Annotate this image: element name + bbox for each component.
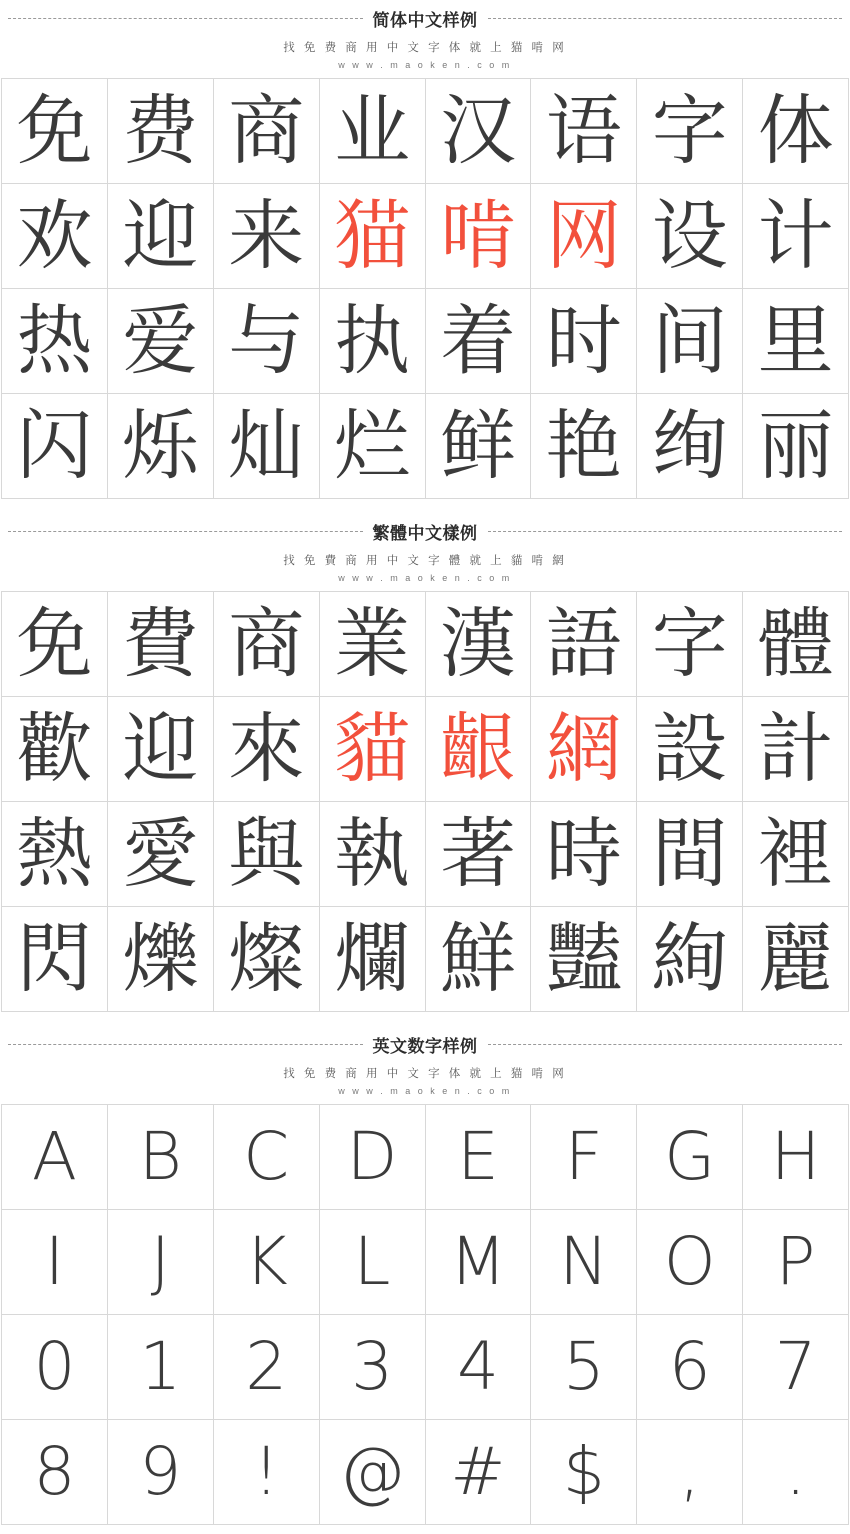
glyph: 8 — [33, 1433, 76, 1510]
glyph-cell — [426, 1420, 532, 1525]
glyph: 热 — [16, 296, 93, 385]
glyph-cell — [108, 697, 214, 802]
glyph-grid — [1, 78, 849, 499]
glyph: 設 — [651, 704, 728, 793]
glyph-cell — [637, 592, 743, 697]
glyph: 迎 — [122, 704, 199, 793]
glyph: 欢 — [16, 191, 93, 280]
glyph-cell — [426, 289, 532, 394]
glyph: 艳 — [545, 401, 622, 490]
glyph: 齦 — [439, 704, 516, 793]
glyph-cell — [426, 697, 532, 802]
section-url: w w w . m a o k e n . c o m — [338, 573, 512, 583]
glyph-cell — [320, 1210, 426, 1315]
glyph-cell — [637, 184, 743, 289]
glyph-cell — [426, 907, 532, 1012]
divider-left — [8, 531, 363, 532]
glyph-cell — [320, 1315, 426, 1420]
glyph: 费 — [122, 86, 199, 175]
divider-left — [8, 1044, 363, 1045]
glyph: 时 — [545, 296, 622, 385]
glyph-cell — [637, 394, 743, 499]
section-header — [0, 513, 850, 583]
glyph-cell — [426, 802, 532, 907]
glyph-cell — [426, 592, 532, 697]
glyph-cell — [320, 1420, 426, 1525]
glyph-cell — [320, 907, 426, 1012]
glyph-cell — [426, 394, 532, 499]
glyph: 絢 — [651, 914, 728, 1003]
glyph-cell — [531, 802, 637, 907]
glyph: 6 — [668, 1328, 711, 1405]
glyph-grid — [1, 1104, 849, 1525]
glyph: 鮮 — [439, 914, 516, 1003]
glyph-cell — [531, 1210, 637, 1315]
glyph-cell — [637, 79, 743, 184]
glyph-cell — [2, 592, 108, 697]
glyph-cell — [426, 1105, 532, 1210]
glyph-cell — [214, 592, 320, 697]
glyph-cell — [637, 697, 743, 802]
glyph: 来 — [228, 191, 305, 280]
glyph-cell — [637, 907, 743, 1012]
glyph: E — [457, 1118, 499, 1195]
glyph: 網 — [545, 704, 622, 793]
glyph-cell — [214, 697, 320, 802]
glyph: K — [244, 1223, 288, 1300]
glyph: 豔 — [545, 914, 622, 1003]
glyph-cell — [743, 1210, 849, 1315]
glyph-cell — [637, 802, 743, 907]
glyph: 費 — [122, 599, 199, 688]
glyph-cell — [214, 1105, 320, 1210]
glyph: 與 — [228, 809, 305, 898]
section-url: w w w . m a o k e n . c o m — [338, 60, 512, 70]
section-subtitle: 找 免 費 商 用 中 文 字 體 就 上 貓 啃 網 — [283, 555, 567, 567]
glyph-cell — [637, 1105, 743, 1210]
glyph-cell — [531, 79, 637, 184]
glyph-cell — [214, 394, 320, 499]
glyph-cell — [743, 907, 849, 1012]
glyph-cell — [320, 394, 426, 499]
glyph: 爛 — [334, 914, 411, 1003]
glyph-cell — [426, 184, 532, 289]
glyph-cell — [531, 592, 637, 697]
glyph: 猫 — [334, 191, 411, 280]
glyph: J — [150, 1223, 171, 1300]
glyph-cell — [320, 289, 426, 394]
glyph: # — [450, 1433, 506, 1510]
glyph: 丽 — [757, 401, 834, 490]
glyph: 2 — [245, 1328, 288, 1405]
glyph: 免 — [16, 599, 93, 688]
glyph: 着 — [439, 296, 516, 385]
glyph: 绚 — [651, 401, 728, 490]
glyph: B — [138, 1118, 182, 1195]
glyph: O — [663, 1223, 716, 1300]
glyph: 7 — [774, 1328, 817, 1405]
glyph: 烁 — [122, 401, 199, 490]
specimen-section-latin — [0, 1026, 850, 1525]
glyph-cell — [108, 289, 214, 394]
glyph: 免 — [16, 86, 93, 175]
section-subtitle: 找 免 费 商 用 中 文 字 体 就 上 猫 啃 网 — [283, 1068, 567, 1080]
glyph: 麗 — [757, 914, 834, 1003]
glyph-cell — [637, 1210, 743, 1315]
glyph: 执 — [334, 296, 411, 385]
glyph-cell — [320, 592, 426, 697]
glyph: 与 — [228, 296, 305, 385]
glyph: 體 — [757, 599, 834, 688]
glyph: 鲜 — [439, 401, 516, 490]
glyph-cell — [531, 1420, 637, 1525]
glyph: 灿 — [228, 401, 305, 490]
glyph: C — [243, 1118, 290, 1195]
glyph: 1 — [139, 1328, 182, 1405]
glyph: 來 — [228, 704, 305, 793]
glyph: P — [775, 1223, 816, 1300]
glyph-cell — [108, 1315, 214, 1420]
glyph: 3 — [351, 1328, 394, 1405]
glyph: 歡 — [16, 704, 93, 793]
section-title-row — [0, 519, 850, 544]
glyph-cell — [214, 289, 320, 394]
glyph: . — [785, 1433, 807, 1510]
glyph-cell — [426, 79, 532, 184]
glyph: 0 — [33, 1328, 76, 1405]
glyph-cell — [214, 1315, 320, 1420]
glyph: $ — [562, 1433, 605, 1510]
glyph: L — [353, 1223, 391, 1300]
glyph: 商 — [228, 599, 305, 688]
glyph-cell — [743, 1420, 849, 1525]
glyph: @ — [339, 1433, 406, 1510]
glyph-cell — [743, 1315, 849, 1420]
glyph: 9 — [139, 1433, 182, 1510]
divider-right — [488, 531, 843, 532]
glyph: 貓 — [334, 704, 411, 793]
glyph: 汉 — [439, 86, 516, 175]
glyph-cell — [743, 802, 849, 907]
divider-right — [488, 18, 843, 19]
glyph-cell — [2, 802, 108, 907]
glyph-cell — [214, 802, 320, 907]
glyph: 閃 — [16, 914, 93, 1003]
specimen-section-traditional — [0, 513, 850, 1012]
glyph: 体 — [757, 86, 834, 175]
glyph-cell — [743, 79, 849, 184]
glyph-cell — [743, 289, 849, 394]
glyph-cell — [108, 79, 214, 184]
glyph: I — [44, 1223, 65, 1300]
glyph-cell — [2, 1105, 108, 1210]
glyph-cell — [2, 184, 108, 289]
glyph-cell — [108, 1210, 214, 1315]
glyph-cell — [743, 394, 849, 499]
glyph-cell — [743, 184, 849, 289]
section-gap — [0, 499, 850, 513]
glyph: 時 — [545, 809, 622, 898]
glyph-cell — [320, 79, 426, 184]
glyph-cell — [2, 79, 108, 184]
glyph-cell — [531, 184, 637, 289]
glyph: 燦 — [228, 914, 305, 1003]
glyph: 字 — [651, 599, 728, 688]
glyph: 爱 — [122, 296, 199, 385]
glyph-cell — [743, 1105, 849, 1210]
glyph-cell — [108, 907, 214, 1012]
divider-left — [8, 18, 363, 19]
glyph: A — [31, 1118, 78, 1195]
glyph-cell — [637, 1315, 743, 1420]
glyph-cell — [531, 697, 637, 802]
glyph-cell — [108, 1420, 214, 1525]
glyph: , — [679, 1433, 701, 1510]
glyph: 计 — [757, 191, 834, 280]
glyph-cell — [531, 289, 637, 394]
glyph-cell — [214, 1420, 320, 1525]
section-title: 繁體中文樣例 — [372, 524, 478, 543]
glyph-cell — [108, 802, 214, 907]
glyph-cell — [320, 1105, 426, 1210]
glyph-cell — [2, 1315, 108, 1420]
glyph: M — [449, 1223, 507, 1300]
glyph: 语 — [545, 86, 622, 175]
section-title-row — [0, 6, 850, 31]
divider-right — [488, 1044, 843, 1045]
glyph: 語 — [545, 599, 622, 688]
glyph: 闪 — [16, 401, 93, 490]
glyph-cell — [214, 184, 320, 289]
glyph-cell — [214, 79, 320, 184]
glyph: 字 — [651, 86, 728, 175]
section-title: 简体中文样例 — [372, 11, 478, 30]
glyph: 間 — [651, 809, 728, 898]
glyph: 裡 — [757, 809, 834, 898]
glyph-cell — [108, 592, 214, 697]
glyph: 业 — [334, 86, 411, 175]
section-gap — [0, 1012, 850, 1026]
section-subtitle: 找 免 费 商 用 中 文 字 体 就 上 猫 啃 网 — [283, 42, 567, 54]
glyph: 計 — [757, 704, 834, 793]
section-title: 英文数字样例 — [372, 1037, 478, 1056]
glyph: G — [664, 1118, 716, 1195]
glyph-cell — [531, 394, 637, 499]
glyph-cell — [108, 394, 214, 499]
glyph-cell — [531, 907, 637, 1012]
glyph: 啃 — [439, 191, 516, 280]
glyph-cell — [531, 1105, 637, 1210]
glyph-cell — [108, 184, 214, 289]
glyph: 设 — [651, 191, 728, 280]
glyph-cell — [320, 697, 426, 802]
section-header — [0, 1026, 850, 1096]
glyph: 间 — [651, 296, 728, 385]
glyph: 執 — [334, 809, 411, 898]
section-title-row — [0, 1032, 850, 1057]
section-header — [0, 0, 850, 70]
glyph: 爍 — [122, 914, 199, 1003]
glyph-cell — [2, 907, 108, 1012]
glyph-cell — [320, 184, 426, 289]
glyph-cell — [743, 592, 849, 697]
glyph: H — [770, 1118, 821, 1195]
glyph: 著 — [439, 809, 516, 898]
glyph: 烂 — [334, 401, 411, 490]
glyph-cell — [2, 1420, 108, 1525]
glyph: 業 — [334, 599, 411, 688]
glyph: 迎 — [122, 191, 199, 280]
glyph: N — [559, 1223, 609, 1300]
glyph-cell — [637, 1420, 743, 1525]
glyph: D — [346, 1118, 398, 1195]
glyph-cell — [426, 1210, 532, 1315]
glyph-cell — [214, 907, 320, 1012]
glyph-cell — [743, 697, 849, 802]
glyph-cell — [214, 1210, 320, 1315]
glyph: 4 — [456, 1328, 499, 1405]
glyph: 里 — [757, 296, 834, 385]
glyph-cell — [426, 1315, 532, 1420]
glyph: ! — [252, 1433, 280, 1510]
glyph-cell — [2, 394, 108, 499]
glyph-cell — [320, 802, 426, 907]
specimen-section-simplified — [0, 0, 850, 499]
glyph: 5 — [562, 1328, 605, 1405]
glyph-cell — [108, 1105, 214, 1210]
glyph-grid — [1, 591, 849, 1012]
glyph-cell — [531, 1315, 637, 1420]
glyph: 网 — [545, 191, 622, 280]
glyph: 愛 — [122, 809, 199, 898]
glyph: 商 — [228, 86, 305, 175]
glyph-cell — [637, 289, 743, 394]
glyph: 熱 — [16, 809, 93, 898]
glyph: 漢 — [439, 599, 516, 688]
glyph: F — [564, 1118, 603, 1195]
glyph-cell — [2, 697, 108, 802]
section-url: w w w . m a o k e n . c o m — [338, 1086, 512, 1096]
glyph-cell — [2, 1210, 108, 1315]
glyph-cell — [2, 289, 108, 394]
